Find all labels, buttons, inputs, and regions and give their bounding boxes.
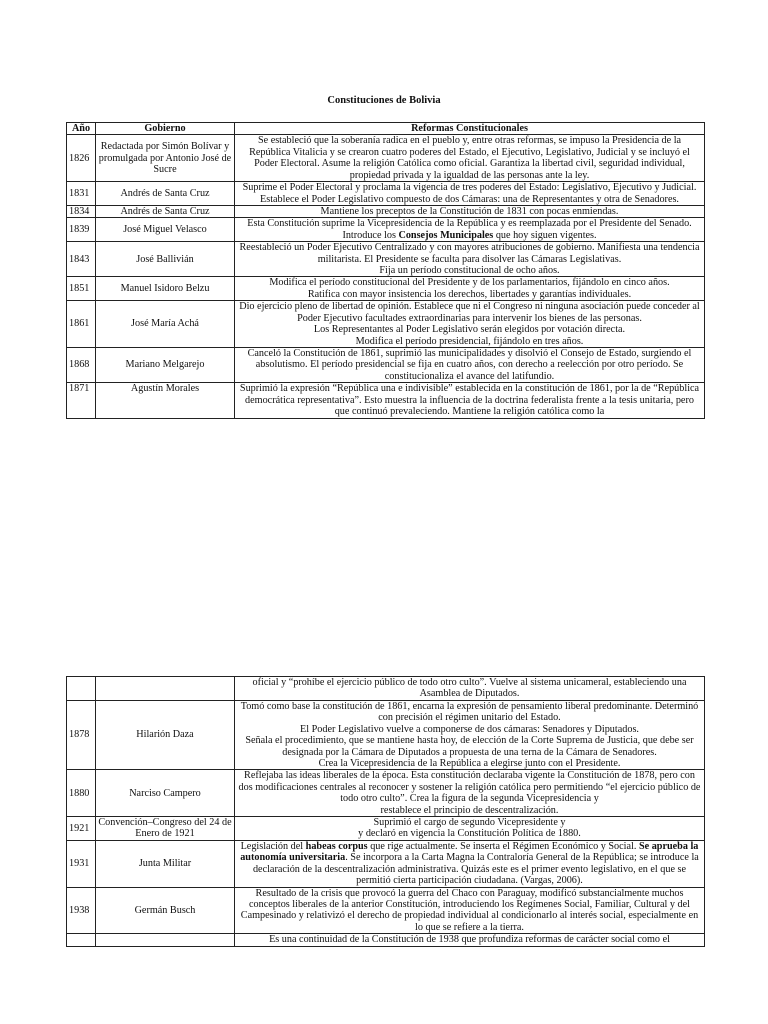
government-cell: Hilarión Daza: [96, 700, 235, 770]
table-row: [67, 205, 705, 217]
reform-paragraph: Los Representantes al Poder Legislativo serán elegidos por votación directa.: [313, 324, 626, 336]
reform-paragraph: Resultado de la crisis que provocó la guerra del Chaco con Paraguay, modificó substancialmente muchos conceptos liberales de la anterior Constitución, introduciendo los Regímenes Social, Familiar, Cultural y del Campesinado y relativizó el derecho de propiedad individual al condicionarlo al interés social, especialmente en lo que se refiere a la tierra.: [240, 887, 699, 933]
reform-paragraph: Suprimió el cargo de segundo Vicepresidente y: [373, 817, 566, 829]
government-cell: Germán Busch: [96, 887, 235, 934]
year-cell: 1868: [67, 348, 96, 383]
table-row: [67, 840, 705, 887]
year-cell: 1851: [67, 277, 96, 301]
government-cell: [96, 934, 235, 946]
government-cell: Andrés de Santa Cruz: [96, 182, 235, 206]
reform-paragraph: Reestableció un Poder Ejecutivo Centralizado y con mayores atribuciones de gobierno. Manifiesta una tendencia militarista. El Presidente se faculta para disolver las Cámaras Legislativas.: [239, 242, 700, 265]
constitutions-table-part-1: [66, 122, 705, 419]
document-title: Constituciones de Bolivia: [327, 95, 441, 106]
reform-paragraph: restablece el principio de descentralización.: [380, 804, 559, 816]
year-cell: 1834: [67, 205, 96, 217]
government-cell: Narciso Campero: [96, 770, 235, 817]
reforms-cell: [235, 700, 705, 770]
header-government: Gobierno: [96, 123, 235, 135]
reform-paragraph: Es una continuidad de la Constitución de 1938 que profundiza reformas de carácter social como el: [269, 934, 670, 946]
reforms-cell: [235, 182, 705, 206]
year-cell: 1843: [67, 242, 96, 277]
reforms-cell: [235, 348, 705, 383]
reform-paragraph: Esta Constitución suprime la Vicepresidencia de la República y es reemplazada por el Presidente del Senado. Introduce los Consejos Municipales que hoy siguen vigentes.: [247, 218, 692, 241]
table-row: [67, 770, 705, 817]
table-row: [67, 817, 705, 841]
reform-paragraph: Canceló la Constitución de 1861, suprimió las municipalidades y disolvió el Consejo de Estado, surgiendo el absolutismo. El período presidencial se fija en cuatro años, con derecho a reelección por otro período. Se constitucionaliza el avance del latifundio.: [247, 348, 692, 382]
header-reforms: Reformas Constitucionales: [235, 123, 705, 135]
government-cell: Andrés de Santa Cruz: [96, 205, 235, 217]
government-cell: Mariano Melgarejo: [96, 348, 235, 383]
reform-paragraph: Se estableció que la soberanía radica en el pueblo y, entre otras reformas, se impuso la Presidencia de la República Vitalicia y se crearon cuatro poderes del Estado, el Ejecutivo, Legislativo, Judicial y se incluyó el Poder Electoral. Asume la religión Católica como oficial. Garantiza la libertad civil, seguridad individual, propiedad privada y la igualdad de las personas ante la ley.: [249, 135, 690, 181]
reforms-cell: [235, 218, 705, 242]
table-row: [67, 135, 705, 182]
government-cell: Convención–Congreso del 24 de Enero de 1921: [96, 817, 235, 841]
table-row: [67, 277, 705, 301]
reform-paragraph: Modifica el período constitucional del Presidente y de los parlamentarios, fijándolo en cinco años.: [269, 277, 670, 289]
table-row: [67, 218, 705, 242]
table-row: [67, 348, 705, 383]
government-cell: José María Achá: [96, 301, 235, 348]
constitutions-table-part-2: [66, 676, 705, 947]
reforms-cell: [235, 205, 705, 217]
reform-paragraph: Suprimió la expresión “República una e indivisible” establecida en la constitución de 1861, por la de “República democrática representativa”. Esto muestra la influencia de la doctrina federalista frente a la tesis unitaria, pero que continuó prevaleciendo. Mantiene la religión católica como la: [239, 383, 700, 418]
year-cell: 1861: [67, 301, 96, 348]
government-cell: Redactada por Simón Bolívar y promulgada por Antonio José de Sucre: [96, 135, 235, 182]
reform-paragraph: Fija un período constitucional de ocho años.: [379, 265, 560, 277]
reform-paragraph: Ratifica con mayor insistencia los derechos, libertades y garantías individuales.: [307, 288, 632, 300]
reform-paragraph: Crea la Vicepresidencia de la República a elegirse junto con el Presidente.: [318, 757, 621, 769]
table-row: [67, 301, 705, 348]
reform-paragraph: Tomó como base la constitución de 1861, encarna la expresión de pensamiento liberal predominante. Determinó con precisión el régimen unitario del Estado.: [240, 700, 699, 724]
table-row: [67, 677, 705, 701]
year-cell: [67, 677, 96, 701]
year-cell: 1871: [67, 383, 96, 419]
header-year: Año: [67, 123, 96, 135]
year-cell: 1878: [67, 700, 96, 770]
year-cell: 1921: [67, 817, 96, 841]
reform-paragraph: Legislación del habeas corpus que rige actualmente. Se inserta el Régimen Económico y Social. Se aprueba la autonomía universitaria. Se incorpora a la Carta Magna la Contraloría General de la República; se introduce la declaración de la descentralización administrativa. Quizás este es el primer evento legislativo, en el que se permitió cierta participación ciudadana. (Vargas, 2006).: [240, 840, 699, 887]
table-header-row: [67, 123, 705, 135]
year-cell: 1880: [67, 770, 96, 817]
reform-paragraph: Suprime el Poder Electoral y proclama la vigencia de tres poderes del Estado: Legislativo, Ejecutivo y Judicial.: [242, 182, 697, 194]
table-row: [67, 934, 705, 946]
government-cell: José Miguel Velasco: [96, 218, 235, 242]
reforms-cell: [235, 770, 705, 817]
reform-paragraph: y declaró en vigencia la Constitución Política de 1880.: [358, 828, 581, 840]
reforms-cell: [235, 934, 705, 946]
reforms-cell: [235, 817, 705, 841]
year-cell: 1831: [67, 182, 96, 206]
reform-paragraph: Mantiene los preceptos de la Constitución de 1831 con pocas enmiendas.: [320, 205, 619, 217]
reforms-cell: [235, 277, 705, 301]
table-row: [67, 242, 705, 277]
table-row: [67, 887, 705, 934]
table-row: [67, 383, 705, 419]
government-cell: Agustín Morales: [96, 383, 235, 419]
year-cell: 1839: [67, 218, 96, 242]
reforms-cell: [235, 677, 705, 701]
reform-paragraph: Dio ejercicio pleno de libertad de opinión. Establece que ni el Congreso ni ninguna asociación puede conceder al Poder Ejecutivo facultades extraordinarias para intervenir los bienes de las personas.: [239, 301, 700, 324]
reforms-cell: [235, 383, 705, 419]
reforms-cell: [235, 242, 705, 277]
reforms-cell: [235, 135, 705, 182]
reform-paragraph: Señala el procedimiento, que se mantiene hasta hoy, de elección de la Corte Suprema de Justicia, que debe ser designada por la Cámara de Diputados a propuesta de una terna de la Cámara de Senadores.: [245, 735, 694, 758]
government-cell: José Ballivián: [96, 242, 235, 277]
government-cell: [96, 677, 235, 701]
year-cell: 1938: [67, 887, 96, 934]
government-cell: Junta Militar: [96, 840, 235, 887]
reform-paragraph: Modifica el período presidencial, fijándolo en tres años.: [355, 335, 584, 347]
year-cell: [67, 934, 96, 946]
table-row: [67, 182, 705, 206]
year-cell: 1931: [67, 840, 96, 887]
reform-paragraph: Establece el Poder Legislativo compuesto de dos Cámaras: una de Representantes y otra de Senadores.: [260, 193, 679, 205]
reform-paragraph: Reflejaba las ideas liberales de la época. Esta constitución declaraba vigente la Constitución de 1878, pero con dos modificaciones centrales al reconocer y sostener la religión católica pero permitiendo “el ejercicio público de todo otro culto”. Crea la figura de la segunda Vicepresidencia y: [238, 770, 701, 805]
table-row: [67, 700, 705, 770]
reforms-cell: [235, 840, 705, 887]
reform-paragraph: El Poder Legislativo vuelve a componerse de dos cámaras: Senadores y Diputados.: [300, 723, 639, 735]
year-cell: 1826: [67, 135, 96, 182]
reforms-cell: [235, 301, 705, 348]
reforms-cell: [235, 887, 705, 934]
government-cell: Manuel Isidoro Belzu: [96, 277, 235, 301]
reform-paragraph: oficial y “prohíbe el ejercicio público de todo otro culto”. Vuelve al sistema unicameral, estableciendo una Asamblea de Diputados.: [252, 677, 687, 700]
